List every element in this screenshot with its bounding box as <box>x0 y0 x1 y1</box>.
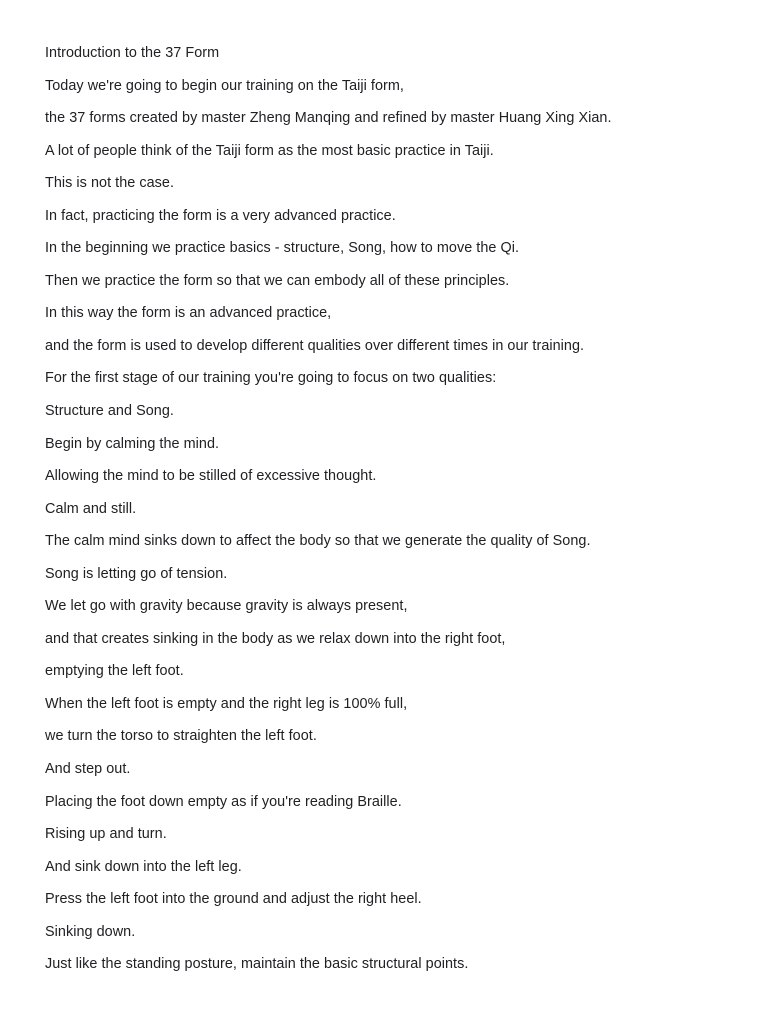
text-line: Begin by calming the mind. <box>45 435 220 452</box>
text-line: we turn the torso to straighten the left foot. <box>45 728 317 745</box>
text-line: Then we practice the form so that we can embody all of these principles. <box>45 272 510 289</box>
text-line: Allowing the mind to be stilled of excessive thought. <box>45 468 377 485</box>
text-line: In fact, practicing the form is a very advanced practice. <box>45 207 396 224</box>
text-line: Rising up and turn. <box>45 826 167 843</box>
text-line: In the beginning we practice basics - structure, Song, how to move the Qi. <box>45 240 520 257</box>
text-line: Calm and still. <box>45 500 137 517</box>
text-line: Sinking down. <box>45 923 136 940</box>
text-line: Today we're going to begin our training on the Taiji form, <box>45 77 404 94</box>
text-line: Press the left foot into the ground and adjust the right heel. <box>45 891 422 908</box>
text-line: Just like the standing posture, maintain the basic structural points. <box>45 956 469 973</box>
document-body <box>45 42 745 986</box>
text-line: Structure and Song. <box>45 403 174 420</box>
text-line: and that creates sinking in the body as we relax down into the right foot, <box>45 630 506 647</box>
text-line: When the left foot is empty and the right leg is 100% full, <box>45 695 408 712</box>
text-line: And sink down into the left leg. <box>45 858 242 875</box>
text-line: The calm mind sinks down to affect the body so that we generate the quality of Song. <box>45 533 591 550</box>
text-line: the 37 forms created by master Zheng Manqing and refined by master Huang Xing Xian. <box>45 110 612 127</box>
text-line: In this way the form is an advanced practice, <box>45 305 332 322</box>
text-line: We let go with gravity because gravity is always present, <box>45 598 408 615</box>
text-line: A lot of people think of the Taiji form as the most basic practice in Taiji. <box>45 142 494 159</box>
document-title: Introduction to the 37 Form <box>45 45 220 61</box>
text-line: This is not the case. <box>45 175 175 192</box>
text-line: Placing the foot down empty as if you're reading Braille. <box>45 793 402 810</box>
text-line: and the form is used to develop different qualities over different times in our training. <box>45 337 585 354</box>
text-line: And step out. <box>45 761 131 778</box>
text-line: For the first stage of our training you're going to focus on two qualities: <box>45 370 497 387</box>
text-line: emptying the left foot. <box>45 663 184 680</box>
text-line: Song is letting go of tension. <box>45 565 228 582</box>
